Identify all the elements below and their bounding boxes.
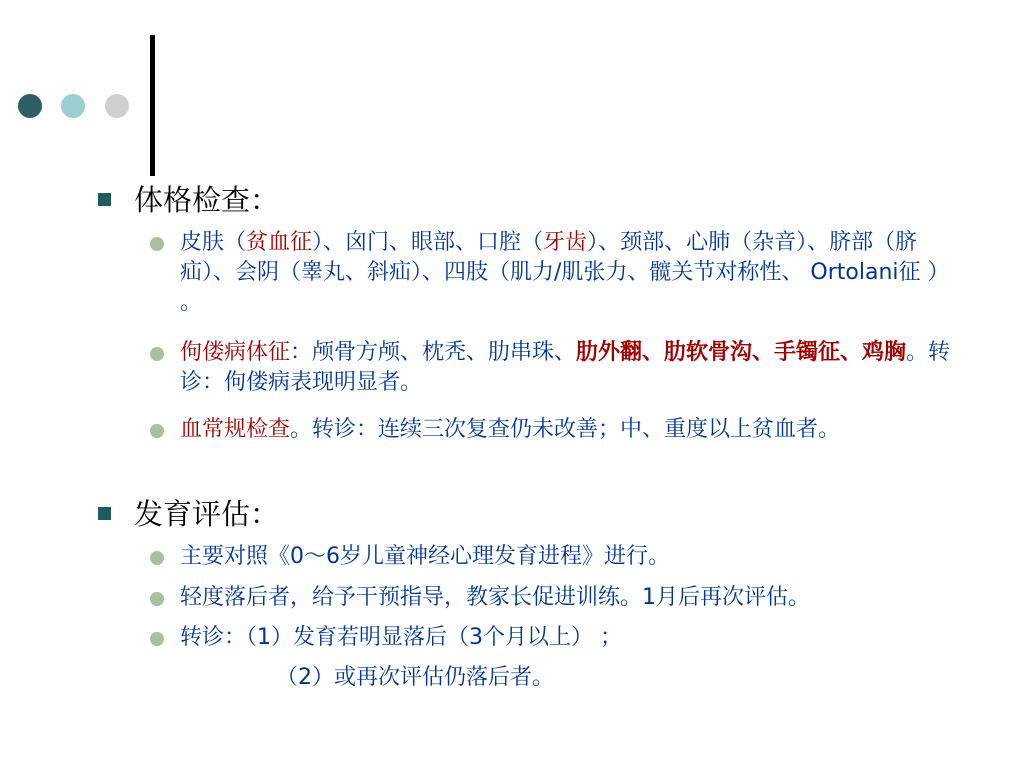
text-segment: ）、颈部、心肺（杂音）、脐部（脐疝）、会阴（睾丸、斜疝）、四肢（肌力/肌张力、髋关节对称性、 Ortolani征 ） 。 [180,230,950,315]
item-text: 主要对照《0～6岁儿童神经心理发育进程》进行。 [180,544,670,569]
circle-bullet-icon [150,237,164,251]
decor-dot-dark [18,94,42,118]
circle-bullet-icon [150,347,164,361]
text-segment: ）、囟门、眼部、口腔（ [312,230,544,255]
decor-vertical-line [150,35,155,176]
highlight-text: 血常规检查 [180,417,291,442]
circle-bullet-icon [150,632,164,646]
highlight-text: 佝偻病体征 [180,340,291,365]
square-bullet-icon [98,193,111,206]
text-segment: ：颅骨方颅、枕秃、肋串珠、 [290,340,577,365]
section-heading: 体格检查： [134,183,280,217]
highlight-text: 牙齿 [543,230,588,255]
highlight-text: 贫血征 [246,230,313,255]
text-segment: 。转诊：连续三次复查仍未改善；中、重度以上贫血者。 [290,417,841,442]
decor-dot-gray [105,94,129,118]
item-text [180,228,970,318]
circle-bullet-icon [150,424,164,438]
text-segment: 。转诊：佝偻病表现明显者。 [180,340,951,395]
item-text: 转诊：（1）发育若明显落后（3个月以上） ； [180,625,622,650]
item-text: （2）或再次评估仍落后者。 [276,665,554,690]
item-text [180,415,970,445]
text-segment: 皮肤（ [180,230,247,255]
circle-bullet-icon [150,551,164,565]
section-heading: 发育评估： [134,497,280,531]
decor-dot-light [61,94,85,118]
item-text [180,338,970,398]
item-text: 轻度落后者，给予干预指导，教家长促进训练。1月后再次评估。 [180,585,810,610]
circle-bullet-icon [150,592,164,606]
highlight-text: 肋外翻、肋软骨沟、手镯征、鸡胸 [576,340,907,365]
square-bullet-icon [98,507,111,520]
